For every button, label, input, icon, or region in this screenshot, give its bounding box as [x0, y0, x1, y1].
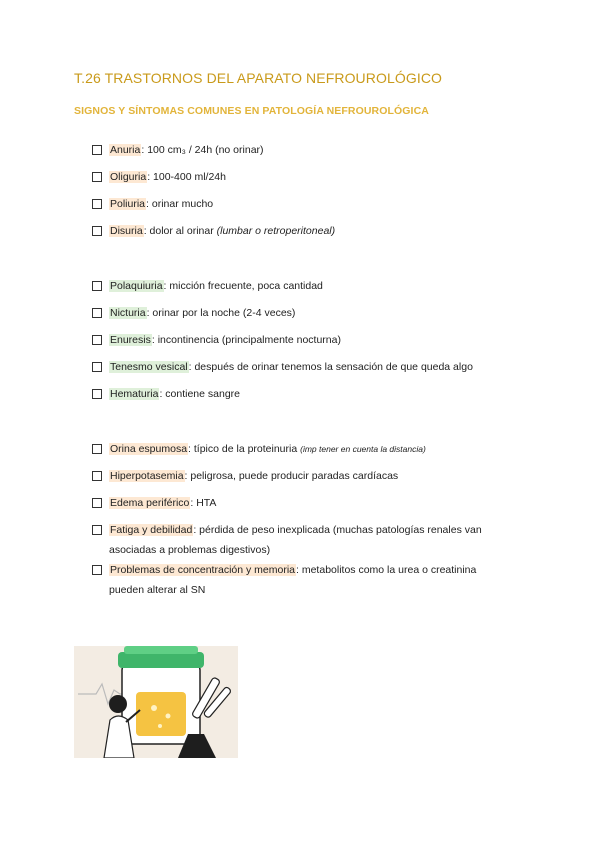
term: Poliuria	[110, 198, 146, 210]
description: : peligrosa, puede producir paradas cardíacas	[184, 470, 399, 482]
list-item	[92, 466, 398, 486]
description: : HTA	[190, 497, 217, 509]
list-item	[92, 167, 226, 187]
term: Oliguria	[110, 171, 147, 183]
note: (lumbar o retroperitoneal)	[216, 225, 336, 237]
term: Hiperpotasemia	[110, 470, 184, 482]
lab-illustration	[74, 646, 238, 758]
description: : dolor al orinar	[143, 225, 217, 237]
term: Nicturia	[110, 307, 146, 319]
checkbox[interactable]	[92, 498, 102, 508]
description: : metabolitos como la urea o creatinina pueden alterar al SN	[109, 564, 477, 596]
term: Edema periférico	[110, 497, 190, 509]
description: : 100-400 ml/24h	[147, 171, 226, 183]
term: Tenesmo vesical	[110, 361, 188, 373]
description: : incontinencia (principalmente nocturna)	[151, 334, 341, 346]
description: : contiene sangre	[159, 388, 240, 400]
list-item	[92, 520, 509, 560]
list-item	[92, 303, 295, 323]
term: Orina espumosa	[110, 443, 188, 455]
description: : pérdida de peso inexplicada (muchas patologías renales van asociadas a problemas digestivos)	[109, 524, 482, 556]
checkbox[interactable]	[92, 199, 102, 209]
description: : micción frecuente, poca cantidad	[163, 280, 323, 292]
description: : después de orinar tenemos la sensación de que queda algo	[188, 361, 473, 373]
description: : orinar mucho	[146, 198, 214, 210]
checkbox[interactable]	[92, 565, 102, 575]
list-item	[92, 439, 426, 459]
checkbox[interactable]	[92, 226, 102, 236]
checkbox[interactable]	[92, 335, 102, 345]
checkbox[interactable]	[92, 172, 102, 182]
term: Hematuria	[110, 388, 159, 400]
note: (imp tener en cuenta la distancia)	[300, 444, 426, 454]
checkbox[interactable]	[92, 145, 102, 155]
section-subtitle: SIGNOS Y SÍNTOMAS COMUNES EN PATOLOGÍA NEFROUROLÓGICA	[74, 105, 429, 117]
checkbox[interactable]	[92, 471, 102, 481]
checkbox[interactable]	[92, 389, 102, 399]
term: Fatiga y debilidad	[110, 524, 193, 536]
list-item	[92, 140, 264, 160]
term: Enuresis	[110, 334, 151, 346]
list-item	[92, 194, 213, 214]
term: Anuria	[110, 144, 141, 156]
checkbox[interactable]	[92, 308, 102, 318]
list-item	[92, 560, 509, 600]
term: Polaquiuria	[110, 280, 163, 292]
term: Disuria	[110, 225, 143, 237]
term: Problemas de concentración y memoria	[110, 564, 296, 576]
page-title: T.26 TRASTORNOS DEL APARATO NEFROUROLÓGICO	[74, 70, 443, 86]
list-item	[92, 357, 473, 377]
list-item	[92, 276, 323, 296]
description: : 100 cm₃ / 24h (no orinar)	[141, 144, 264, 156]
list-item	[92, 493, 216, 513]
checkbox[interactable]	[92, 281, 102, 291]
checkbox[interactable]	[92, 444, 102, 454]
list-item	[92, 221, 335, 241]
checkbox[interactable]	[92, 525, 102, 535]
checkbox[interactable]	[92, 362, 102, 372]
description: : orinar por la noche (2-4 veces)	[146, 307, 296, 319]
list-item	[92, 330, 341, 350]
description: : típico de la proteinuria	[188, 443, 301, 455]
list-item	[92, 384, 240, 404]
